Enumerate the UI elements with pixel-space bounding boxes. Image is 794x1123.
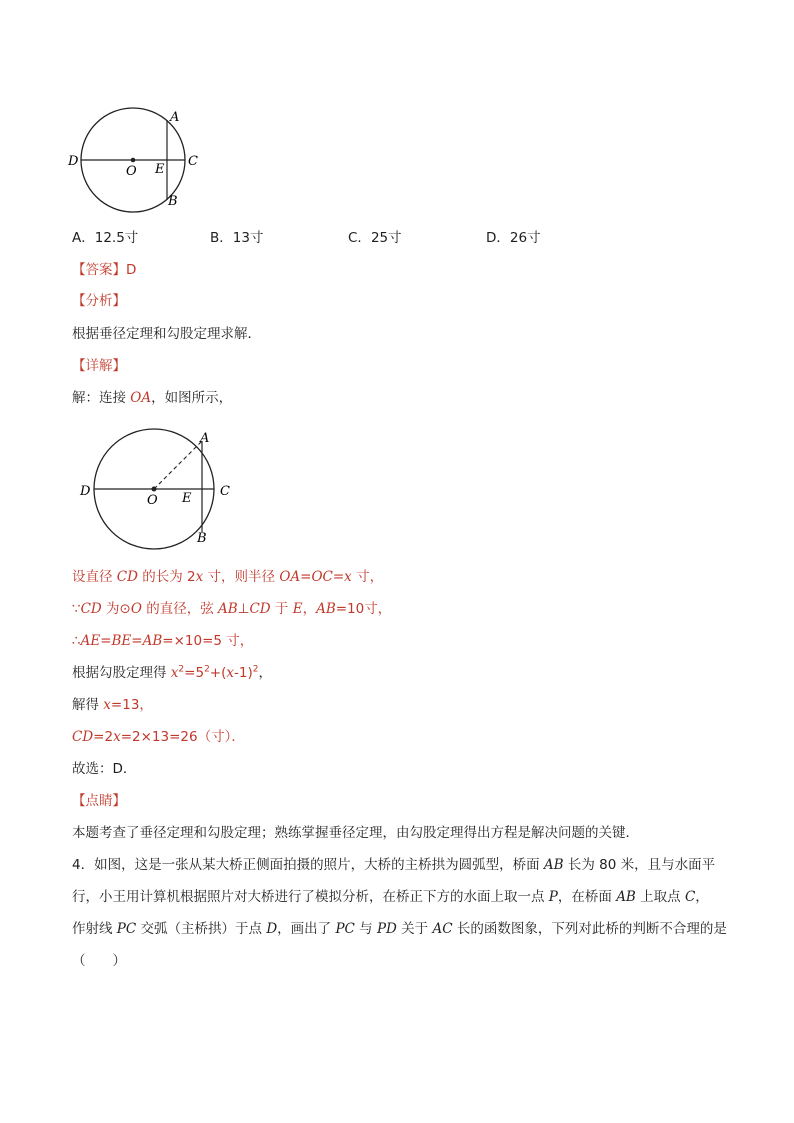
step-1-text-2: 的长为 2 [137, 569, 196, 585]
option-c-letter: C． [348, 230, 371, 246]
detail-intro-math: OA [130, 390, 152, 406]
step-4-text-5: ， [258, 665, 272, 681]
step-6-math-1: CD [72, 729, 94, 745]
step-2-text-6: ， [302, 601, 317, 617]
q4-l1-text-1: 4．如图，这是一张从某大桥正侧面拍摄的照片，大桥的主桥拱为圆弧型，桥面 [72, 857, 544, 873]
label-c: C [220, 484, 230, 499]
answer-label: 【答案】 [72, 262, 126, 278]
step-5 [72, 696, 153, 714]
radius-oa-dashed [154, 441, 202, 489]
step-2-text-3: 的直径，弦 [141, 601, 219, 617]
label-d: D [68, 154, 79, 169]
step-4-text-4: -1) [234, 665, 253, 681]
question-4-line-3 [72, 920, 727, 938]
step-2-text-4: ⊥ [237, 601, 250, 617]
step-1 [72, 568, 383, 586]
label-a: A [170, 110, 180, 125]
q4-l2-text-2: ，在桥面 [557, 889, 617, 905]
option-d-letter: D． [486, 230, 510, 246]
label-c: C [188, 154, 198, 169]
answer-value: D [126, 262, 137, 278]
q4-l3-text-2: 交弧（主桥拱）于点 [136, 921, 267, 937]
q4-l2-text-4: ， [695, 889, 709, 905]
detail-intro-prefix: 解：连接 [72, 390, 131, 406]
q4-l3-math-1: PC [116, 921, 137, 937]
step-4-math-2: x [226, 665, 235, 681]
step-2-text-2: 为⊙ [101, 601, 131, 617]
question-4-line-4: （ ） [72, 953, 126, 969]
step-6-text-2: =2×13=26（寸）． [120, 729, 245, 745]
analysis-text: 根据垂径定理和勾股定理求解． [72, 326, 261, 342]
q4-l2-math-3: C [684, 889, 696, 905]
q4-l2-text-1: 行，小王用计算机根据照片对大桥进行了模拟分析，在桥正下方的水面上取一点 [72, 889, 549, 905]
q4-l3-math-2: D [266, 921, 278, 937]
q4-l3-math-3: PC [335, 921, 355, 937]
step-3 [72, 632, 253, 650]
step-6-text-1: =2 [93, 729, 114, 745]
step-1-text-1: 设直径 [72, 569, 117, 585]
q4-l3-math-4: PD [376, 921, 397, 937]
step-3-math-1: AE=BE=AB [80, 633, 163, 649]
label-e: E [182, 491, 192, 506]
q4-l3-text-1: 作射线 [72, 921, 117, 937]
step-4-text-1: 根据勾股定理得 [72, 665, 171, 681]
label-o: O [126, 164, 137, 179]
step-3-text-2: =×10=5 寸， [162, 633, 254, 649]
question-4-line-1 [72, 856, 715, 874]
center-dot [152, 487, 157, 492]
comment-text: 本题考查了垂径定理和勾股定理；熟练掌握垂径定理，由勾股定理得出方程是解决问题的关键． [72, 825, 639, 841]
q4-l3-math-5: AC [432, 921, 453, 937]
step-2 [72, 600, 391, 618]
q4-l3-text-6: 长的函数图象，下列对此桥的判断不合理的是 [452, 921, 727, 937]
option-b [210, 229, 263, 247]
step-4 [72, 664, 272, 682]
answer-line [72, 261, 136, 279]
step-5-text-1: 解得 [72, 697, 104, 713]
option-b-text: 13寸 [232, 230, 264, 246]
option-d-text: 26寸 [509, 230, 541, 246]
label-e: E [155, 162, 165, 177]
label-b: B [197, 531, 207, 546]
step-6 [72, 728, 245, 746]
step-7: 故选：D． [72, 761, 137, 777]
q4-l2-math-2: AB [616, 889, 636, 905]
step-5-math-1: x [103, 697, 111, 713]
step-2-math-1: CD [80, 601, 102, 617]
option-c [348, 229, 402, 247]
step-4-text-3: +( [209, 665, 227, 681]
question-4-line-2 [72, 888, 709, 906]
q4-l2-math-1: P [548, 889, 558, 905]
step-2-math-6: AB [316, 601, 336, 617]
step-2-text-5: 于 [270, 601, 293, 617]
q4-l3-text-5: 关于 [396, 921, 433, 937]
label-o: O [147, 493, 158, 508]
option-a-letter: A． [72, 230, 95, 246]
step-2-math-5: E [292, 601, 303, 617]
detail-intro [72, 389, 232, 407]
step-5-text-2: =13， [110, 697, 153, 713]
step-2-math-3: AB [218, 601, 238, 617]
step-2-text-7: =10寸， [335, 601, 392, 617]
step-1-math-3: OA=OC=x [279, 569, 352, 585]
q4-l3-text-4: 与 [354, 921, 377, 937]
step-2-math-4: CD [249, 601, 271, 617]
step-1-text-4: 寸， [351, 569, 384, 585]
center-dot [131, 158, 136, 163]
option-d [486, 229, 541, 247]
option-a [72, 229, 138, 247]
label-d: D [80, 484, 91, 499]
q4-l1-text-2: 长为 80 米，且与水面平 [563, 857, 716, 873]
q4-l2-text-3: 上取点 [635, 889, 685, 905]
step-1-math-2: x [195, 569, 204, 585]
step-4-text-2: =5 [184, 665, 205, 681]
q4-l3-text-3: ，画出了 [277, 921, 336, 937]
circle-figure-2 [76, 424, 242, 550]
step-4-sup-3: 2 [252, 664, 259, 675]
step-2-text-1: ∵ [72, 601, 81, 617]
step-2-math-2: O [130, 601, 142, 617]
step-3-text-1: ∴ [72, 633, 81, 649]
detail-label: 【详解】 [72, 358, 126, 374]
label-b: B [168, 194, 178, 209]
analysis-label: 【分析】 [72, 293, 126, 309]
option-c-text: 25寸 [370, 230, 402, 246]
option-a-text: 12.5寸 [94, 230, 139, 246]
q4-l1-math-1: AB [543, 857, 564, 873]
label-a: A [200, 431, 210, 446]
step-1-math-1: CD [116, 569, 138, 585]
step-1-text-3: 寸，则半径 [203, 569, 280, 585]
step-4-sup-1: 2 [178, 664, 185, 675]
step-6-math-2: x [113, 729, 121, 745]
detail-intro-suffix: ，如图所示， [151, 390, 233, 406]
step-4-math-1: x [170, 665, 179, 681]
comment-label: 【点睛】 [72, 793, 126, 809]
option-b-letter: B． [210, 230, 233, 246]
step-4-sup-2: 2 [204, 664, 210, 675]
circle-figure-1 [64, 105, 204, 213]
